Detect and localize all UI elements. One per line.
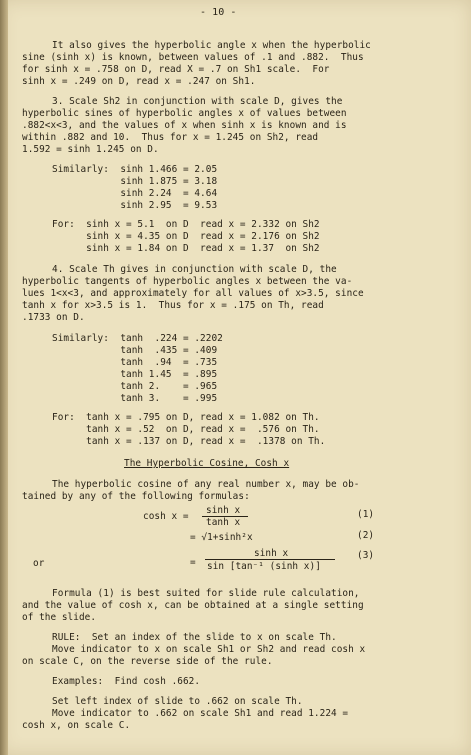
tanh-example-line: tanh 1.45 = .895 [52, 369, 218, 380]
formula3-equals: = [190, 557, 196, 568]
formula1-label: (1) [357, 509, 375, 520]
tanh-example-line: tanh .94 = .735 [52, 357, 218, 368]
para5-line: tained by any of the following formulas: [22, 491, 250, 502]
sinh-example-line: Similarly: sinh 1.466 = 2.05 [52, 164, 218, 175]
para6-line: of the slide. [22, 612, 97, 623]
formula1-lhs: cosh x = [143, 511, 189, 522]
formula-or: or [33, 558, 45, 569]
tanh-example-line: Similarly: tanh .224 = .2202 [52, 333, 223, 344]
example-step: Move indicator to .662 on scale Sh1 and read 1.224 = [52, 708, 349, 719]
formula2: = √1+sinh²x [190, 532, 253, 543]
para2-line: within .882 and 10. Thus for x = 1.245 on Sh2, read [22, 132, 319, 143]
page-binding-edge [0, 0, 8, 755]
para1-line: sine (sinh x) is known, between values of .1 and .882. Thus [22, 52, 364, 63]
formula3-numerator: sinh x [254, 548, 289, 559]
tanh-inverse-line: tanh x = .137 on D, read x = .1378 on Th. [52, 436, 326, 447]
para1-line: for sinh x = .758 on D, read X = .7 on Sh1 scale. For [22, 64, 330, 75]
para2-line: 3. Scale Sh2 in conjunction with scale D, gives the [52, 96, 343, 107]
sinh-example-line: sinh 2.24 = 4.64 [52, 188, 218, 199]
para2-line: hyperbolic sines of hyperbolic angles x of values between [22, 108, 347, 119]
sinh-example-line: sinh 2.95 = 9.53 [52, 200, 218, 211]
para2-line: 1.592 = sinh 1.245 on D. [22, 144, 159, 155]
para4-line: .1733 on D. [22, 312, 85, 323]
tanh-example-line: tanh 3. = .995 [52, 393, 218, 404]
examples-label: Examples: Find cosh .662. [52, 676, 201, 687]
para4-line: hyperbolic tangents of hyperbolic angles x between the va- [22, 276, 353, 287]
rule-line: on scale C, on the reverse side of the rule. [22, 656, 273, 667]
para2-line: .882<x<3, and the values of x when sinh x is known and is [22, 120, 347, 131]
para4-line: tanh x for x>3.5 is 1. Thus for x = .175 on Th, read [22, 300, 324, 311]
formula1-denominator: tanh x [206, 517, 241, 528]
sinh-inverse-line: sinh x = 4.35 on D read x = 2.176 on Sh2 [52, 231, 320, 242]
para6-line: and the value of cosh x, can be obtained at a single setting [22, 600, 364, 611]
formula3-label: (3) [357, 550, 375, 561]
tanh-example-line: tanh 2. = .965 [52, 381, 218, 392]
page-number: - 10 - [200, 7, 237, 18]
para1-line: It also gives the hyperbolic angle x when the hyperbolic [52, 40, 371, 51]
example-step: Set left index of slide to .662 on scale Th. [52, 696, 303, 707]
sinh-inverse-line: sinh x = 1.84 on D read x = 1.37 on Sh2 [52, 243, 320, 254]
rule-line: RULE: Set an index of the slide to x on scale Th. [52, 632, 337, 643]
sinh-inverse-line: For: sinh x = 5.1 on D read x = 2.332 on Sh2 [52, 219, 320, 230]
para4-line: 4. Scale Th gives in conjunction with scale D, the [52, 264, 337, 275]
formula2-label: (2) [357, 530, 375, 541]
formula1-numerator: sinh x [206, 505, 241, 516]
sinh-example-line: sinh 1.875 = 3.18 [52, 176, 218, 187]
tanh-example-line: tanh .435 = .409 [52, 345, 218, 356]
section-heading: The Hyperbolic Cosine, Cosh x [124, 458, 290, 469]
para4-line: lues 1<x<3, and approximately for all values of x>3.5, since [22, 288, 364, 299]
para5-line: The hyperbolic cosine of any real number x, may be ob- [52, 479, 360, 490]
example-step: cosh x, on scale C. [22, 720, 131, 731]
formula3-denominator: sin [tan⁻¹ (sinh x)] [207, 561, 321, 572]
formula3-fraction-bar [205, 559, 335, 560]
para6-line: Formula (1) is best suited for slide rule calculation, [52, 588, 360, 599]
rule-line: Move indicator to x on scale Sh1 or Sh2 and read cosh x [52, 644, 366, 655]
para1-line: sinh x = .249 on D, read x = .247 on Sh1. [22, 76, 256, 87]
tanh-inverse-line: tanh x = .52 on D, read x = .576 on Th. [52, 424, 320, 435]
tanh-inverse-line: For: tanh x = .795 on D, read x = 1.082 on Th. [52, 412, 320, 423]
